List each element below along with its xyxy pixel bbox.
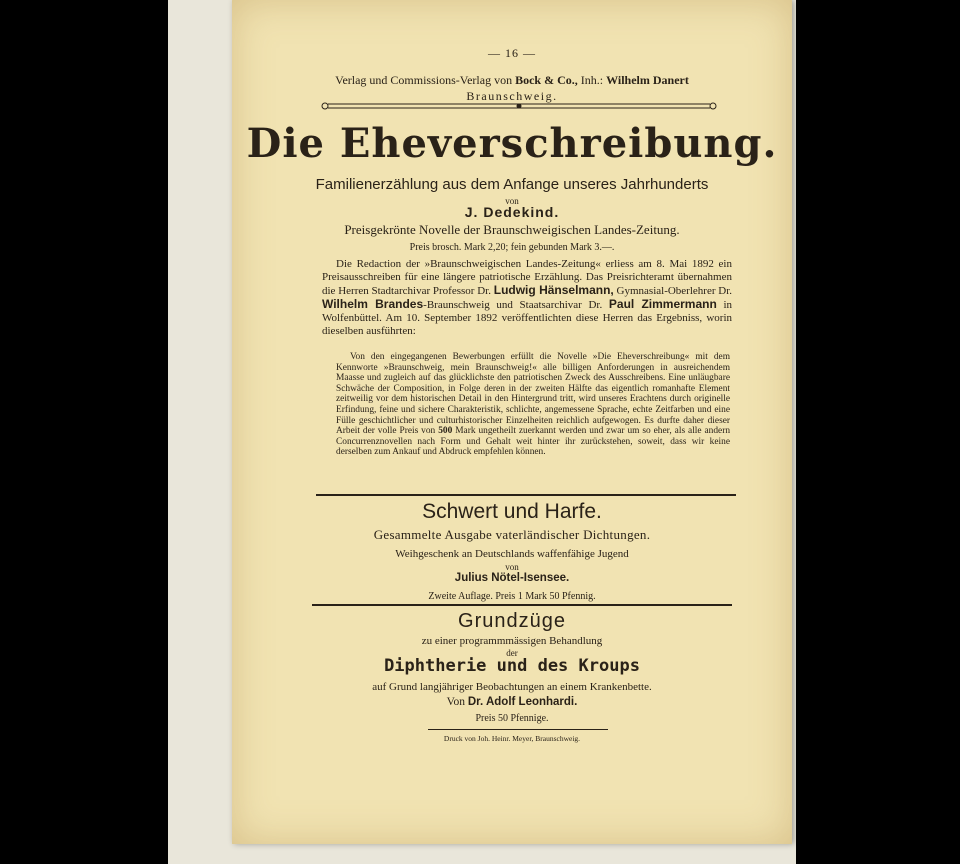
book3-author-line xyxy=(232,696,792,708)
book1-author: J. Dedekind. xyxy=(464,204,560,220)
publisher-owner: Wilhelm Danert xyxy=(606,73,689,87)
book2-price: Zweite Auflage. Preis 1 Mark 50 Pfennig. xyxy=(428,591,596,602)
book1-description xyxy=(322,258,732,338)
book2-title: Schwert und Harfe. xyxy=(422,500,602,523)
publisher-prefix: Verlag und Commissions-Verlag von xyxy=(335,73,513,87)
publisher-owner-prefix: Inh.: xyxy=(580,73,604,87)
publisher-city: Braunschweig. xyxy=(466,89,558,103)
jury-quote xyxy=(336,352,730,458)
divider-rule-1 xyxy=(316,494,736,496)
book2-von: von xyxy=(505,562,519,572)
book2-dedication: Weihgeschenk an Deutschlands waffenfähige Jugend xyxy=(395,548,629,560)
book1-subtitle: Familienerzählung aus dem Anfange unseres Jahrhunderts xyxy=(315,176,709,193)
ornamental-rule xyxy=(320,100,718,112)
quote-text-b: Mark ungetheilt zuerkannt werden und zwar um so eher, als alle andern Concurrenznovellen nach Form und Gehalt weit hinter ihr zurückstehen, soweit, dass wir keine derselben zum Ankauf und Abdruck empfehlen können. xyxy=(336,426,731,458)
judge-1: Ludwig Hänselmann, xyxy=(493,283,614,297)
book1-title: Die Eheverschreibung. xyxy=(246,120,778,167)
book3-title2: Diphtherie und des Kroups xyxy=(384,656,640,676)
book3-der: der xyxy=(506,648,518,658)
book3-title: Grundzüge xyxy=(458,610,566,632)
judge-2: Wilhelm Brandes xyxy=(322,297,424,311)
publisher-firm: Bock & Co., xyxy=(515,73,578,87)
book2-subtitle: Gesammelte Ausgabe vaterländischer Dichtungen. xyxy=(373,527,651,542)
book3-line1: zu einer programmmässigen Behandlung xyxy=(421,635,603,647)
para-text-a: Die Redaction der »Braunschweigischen Landes-Zeitung« erliess am 8. Mai 1892 ein Preisausschreiben für eine längere patriotische Erzählung. Das Preisrichteramt übernahmen die Herren Stadtarchivar Professor Dr. xyxy=(322,258,732,297)
book1-von: von xyxy=(505,196,519,206)
book1-prize-note: Preisgekrönte Novelle der Braunschweigischen Landes-Zeitung. xyxy=(344,222,680,237)
para-text-d: in Wolfenbüttel. Am 10. September 1892 veröffentlichten diese Herren das Ergebniss, worin dieselben ausführten: xyxy=(322,299,733,337)
judge-3: Paul Zimmermann xyxy=(608,297,717,311)
para-text-b: Gymnasial-Oberlehrer Dr. xyxy=(616,285,732,297)
book3-author: Dr. Adolf Leonhardi. xyxy=(467,696,578,708)
quote-text-a: Von den eingegangenen Bewerbungen erfüllt die Novelle »Die Eheverschreibung« mit dem Kennworte »Braunschweig, mein Braunschweig!« alle billigen Anforderungen in ausreichendem Maasse und zugleich auf das glücklichste den patriotischen Zweck des Ausschreibens. Eine unläugbare Schwäche der Composition, in Folge deren in der zweiten Hälfte das eigentlich romanhafte Element zeitweilig vor dem historischen Detail in den Hintergrund tritt, wird unseres Erachtens durch originelle Erfindung, feine und sichere Charakteristik, schlichte, angemessene Sprache, echte Zeitfarben und eine Fülle geschichtlicher und culturhistorischer Einzelheiten reichlich aufgewogen. Es durfte daher dieser Arbeit der volle Preis von xyxy=(336,352,730,437)
quote-amount: 500 xyxy=(438,426,453,437)
book3-von: Von xyxy=(446,696,465,708)
book3-price: Preis 50 Pfennige. xyxy=(475,713,549,724)
book2-author: Julius Nötel-Isensee. xyxy=(454,572,570,584)
para-text-c: -Braunschweig und Staatsarchivar Dr. xyxy=(423,299,603,311)
printer-imprint: Druck von Joh. Heinr. Meyer, Braunschweig. xyxy=(443,734,581,743)
book3-line2: auf Grund langjähriger Beobachtungen an einem Krankenbette. xyxy=(372,681,652,693)
document-page xyxy=(232,0,792,844)
divider-rule-2 xyxy=(312,604,732,606)
book1-price: Preis brosch. Mark 2,20; fein gebunden Mark 3.—. xyxy=(409,242,615,253)
printer-rule xyxy=(428,729,608,730)
page-number: — 16 — xyxy=(488,46,536,60)
